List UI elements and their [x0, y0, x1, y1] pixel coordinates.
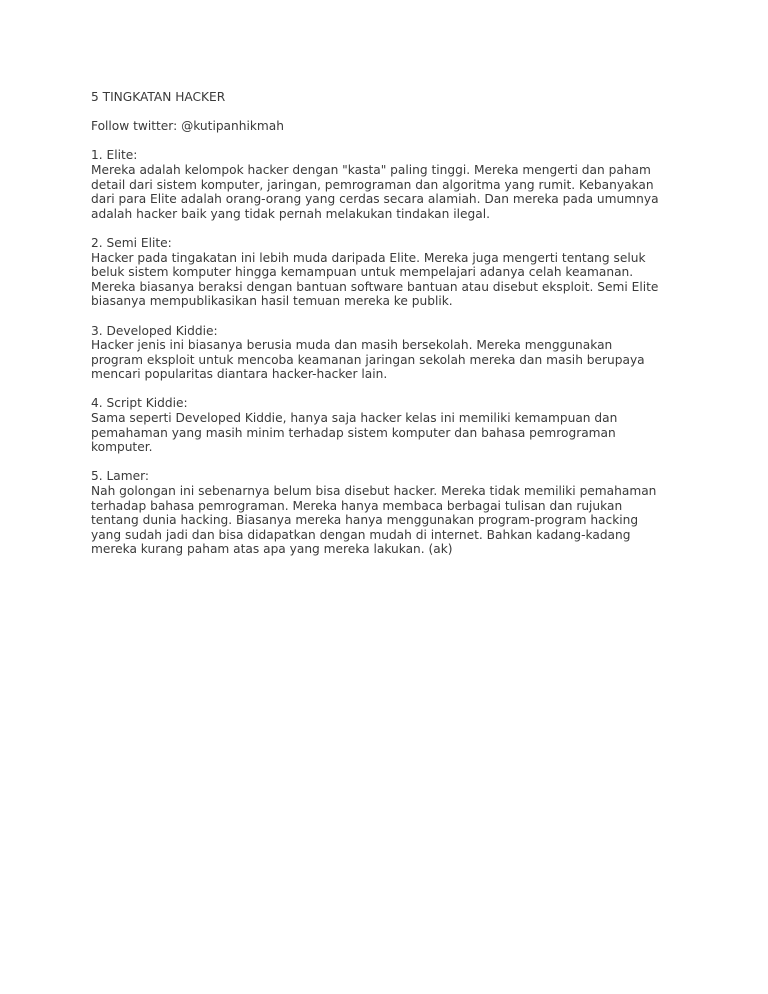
- paragraph-line: Sama seperti Developed Kiddie, hanya saja hacker kelas ini memiliki kemampuan dan: [91, 411, 618, 426]
- paragraph-line: komputer.: [91, 440, 153, 455]
- paragraph-line: detail dari sistem komputer, jaringan, pemrograman dan algoritma yang rumit. Kebanyakan: [91, 177, 654, 192]
- section-heading: 1. Elite:: [91, 148, 138, 163]
- document-title: 5 TINGKATAN HACKER: [91, 90, 226, 104]
- section-lamer: [91, 469, 691, 557]
- paragraph-line: program eksploit untuk mencoba keamanan jaringan sekolah mereka dan masih berupaya: [91, 352, 645, 367]
- paragraph-line: pemahaman yang masih minim terhadap sistem komputer dan bahasa pemrograman: [91, 425, 616, 440]
- paragraph-line: tentang dunia hacking. Biasanya mereka hanya menggunakan program-program hacking: [91, 513, 639, 528]
- section-heading: 4. Script Kiddie:: [91, 396, 188, 411]
- paragraph-line: Mereka adalah kelompok hacker dengan "kasta" paling tinggi. Mereka mengerti dan paham: [91, 162, 651, 177]
- paragraph-line: biasanya mempublikasikan hasil temuan mereka ke publik.: [91, 294, 453, 309]
- section-elite: [91, 148, 691, 221]
- paragraph-line: terhadap bahasa pemrograman. Mereka hanya membaca berbagai tulisan dan rujukan: [91, 498, 623, 513]
- paragraph-line: Nah golongan ini sebenarnya belum bisa disebut hacker. Mereka tidak memiliki pemahaman: [91, 484, 657, 499]
- section-script-kiddie: [91, 396, 691, 454]
- paragraph-line: mereka kurang paham atas apa yang mereka lakukan. (ak): [91, 542, 453, 557]
- section-developed-kiddie: [91, 324, 691, 382]
- paragraph-line: mencari popularitas diantara hacker-hacker lain.: [91, 367, 388, 382]
- paragraph-line: dari para Elite adalah orang-orang yang cerdas secara alamiah. Dan mereka pada umumnya: [91, 192, 659, 207]
- section-heading: 5. Lamer:: [91, 469, 150, 484]
- paragraph-line: Hacker pada tingakatan ini lebih muda daripada Elite. Mereka juga mengerti tentang seluk: [91, 250, 646, 265]
- document-page: [91, 90, 691, 557]
- section-heading: 2. Semi Elite:: [91, 235, 172, 250]
- paragraph-line: Mereka biasanya beraksi dengan bantuan software bantuan atau disebut eksploit. Semi Elite: [91, 279, 659, 294]
- paragraph-line: yang sudah jadi dan bisa didapatkan dengan mudah di internet. Bahkan kadang-kadang: [91, 527, 631, 542]
- paragraph-line: Hacker jenis ini biasanya berusia muda dan masih bersekolah. Mereka menggunakan: [91, 338, 613, 353]
- section-semi-elite: [91, 236, 691, 309]
- section-heading: 3. Developed Kiddie:: [91, 323, 218, 338]
- paragraph-line: adalah hacker baik yang tidak pernah melakukan tindakan ilegal.: [91, 206, 490, 221]
- follow-twitter-line: Follow twitter: @kutipanhikmah: [91, 119, 284, 134]
- paragraph-line: beluk sistem komputer hingga kemampuan untuk mempelajari adanya celah keamanan.: [91, 265, 634, 280]
